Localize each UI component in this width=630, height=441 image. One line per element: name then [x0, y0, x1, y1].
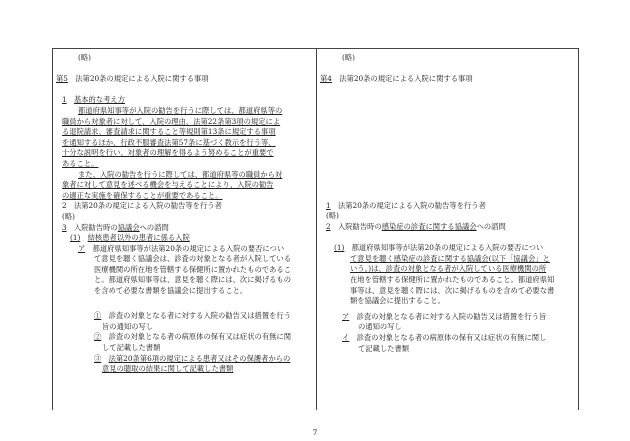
paragraph-line: る退院請求、審査請求に関すること等規則第13条に規定する事項 — [62, 127, 276, 137]
section-number: 第4 — [320, 74, 332, 84]
paragraph-line: 職員から対象者に対して、入院の理由、法第22条第3項の規定によ — [62, 116, 281, 126]
list-item-i: イ 診査の対象となる者の病原体の保有又は症状の有無に関し て記載した書類 — [342, 332, 547, 353]
item-1-heading: 1 基本的な考え方 — [62, 95, 126, 105]
table-top-border — [52, 48, 578, 49]
section-heading: 法第20条の規定による入院に関する事項 — [339, 74, 473, 84]
list-item-3: ③ 法第20条第6項の規定による患者又はその保護者からの 意見の聴取の結果に関して記載した書類 — [94, 353, 291, 374]
item-2-omitted: (略) — [62, 211, 75, 221]
paragraph-line: また、入院の勧告を行うに際しては、都道府県等の職員から対 — [78, 169, 283, 179]
section-title — [56, 74, 314, 85]
revised-text-column — [56, 53, 314, 375]
omitted-note: (略) — [342, 53, 355, 62]
table-right-border — [578, 48, 579, 410]
list-item-a: ア 診査の対象となる者に対する入院の勧告又は措置を行う旨 の通知の写し — [342, 311, 547, 332]
item-1-omitted: (略) — [326, 211, 339, 221]
item-1-heading: 1 法第20条の規定による入院の勧告等を行う者 — [326, 200, 486, 210]
paragraph-line: 象者に対して意見を述べる機会を与えることにより、入院の勧告 — [62, 180, 274, 190]
paragraph-line: あること。 — [62, 158, 99, 168]
table-center-divider — [316, 48, 317, 410]
item-3-heading: 3 入院勧告時の協議会への諮問 — [62, 222, 169, 232]
item-2-heading: 2 法第20条の規定による入院の勧告等を行う者 — [62, 201, 222, 211]
section-title — [320, 74, 574, 85]
section-number: 第5 — [56, 74, 68, 84]
item-2-heading: 2 入院勧告時の感染症の診査に関する協議会への諮問 — [326, 221, 506, 231]
page-number: 7 — [312, 428, 318, 437]
subitem-1: (1) 都道府県知事等が法第20条の規定による入院の要否につい て意見を聴く感染症の診査に関する協議会(以下「協議会」と いう。)は、診査の対象となる者が入院している医療機関の所 在地を管轄する保健所に置かれたものであること。都道府県知 事等は、意見を聴く際には、次に掲げるものを含めて必要な書 類を協議会に提出すること。 — [334, 243, 555, 306]
paragraph-opinion-opportunity — [56, 170, 314, 202]
list-item-2: ② 診査の対象となる者の病原体の保有又は症状の有無に関 して記載した書類 — [94, 332, 292, 353]
table-left-border — [52, 48, 53, 410]
paragraph-line: 都道府県知事等が入院の勧告を行うに際しては、都道府県等の — [78, 105, 283, 115]
omitted-note: (略) — [78, 53, 91, 62]
section-heading: 法第20条の規定による入院に関する事項 — [75, 74, 209, 84]
paragraph-line: を通知するほか、行政不服審査法第57条に基づく教示を行う等、 — [62, 137, 276, 147]
list-item-1: ① 診査の対象となる者に対する入院の勧告又は措置を行う 旨の通知の写し — [94, 311, 292, 331]
subitem-a: ア 都道府県知事等が法第20条の規定による入院の要否につい て意見を聴く協議会は、診査の対象となる者が入院している 医療機関の所在地を管轄する保健所に置かれたものであるこ と。都道府県知事等は、意見を聴く際には、次に掲げるもの を含めて必要な書類を協議会に提出すること。 — [78, 243, 292, 296]
paragraph-line: の適正な実施を確保することが重要であること。 — [62, 190, 223, 200]
paragraph-basic-principle — [56, 106, 314, 170]
subitem-1-heading: (1) 結核患者以外の患者に係る入院 — [70, 233, 190, 243]
current-text-column — [320, 53, 574, 354]
paragraph-line: 十分な説明を行い、対象者の理解を得るよう努めることが重要で — [62, 148, 274, 158]
